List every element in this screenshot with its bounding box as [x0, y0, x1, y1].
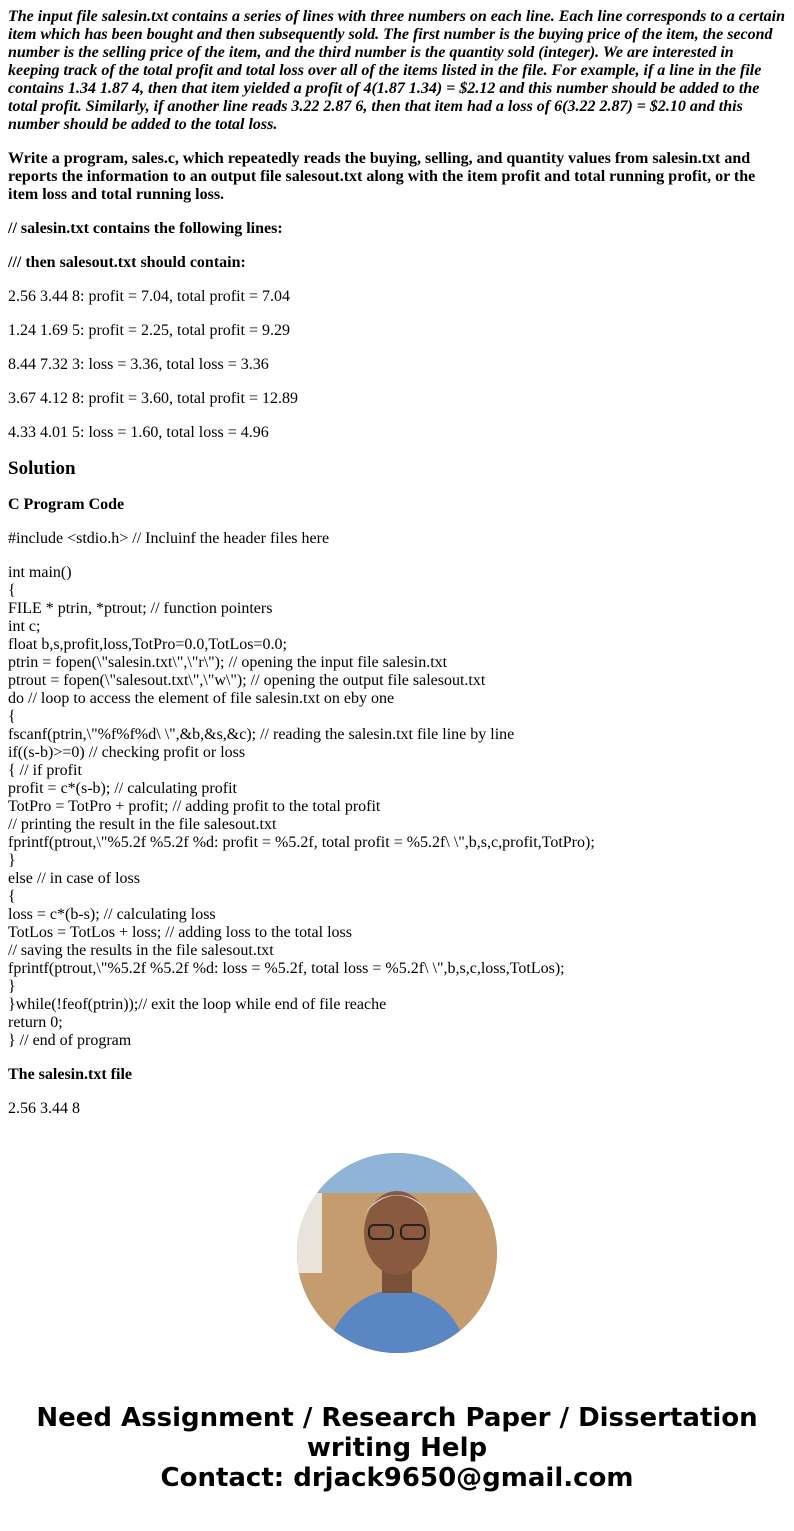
code-line: // printing the result in the file salesout.txt: [8, 816, 277, 833]
code-line: int main(): [8, 564, 72, 581]
code-line: { // if profit: [8, 762, 82, 779]
code-line: float b,s,profit,loss,TotPro=0.0,TotLos=0.0;: [8, 636, 287, 653]
footer-contact: Contact: drjack9650@gmail.com: [160, 1463, 634, 1493]
code-line: fprintf(ptrout,\"%5.2f %5.2f %d: profit = %5.2f, total profit = %5.2f\ \",b,s,c,profit,TotPro);: [8, 834, 595, 851]
code-line: return 0;: [8, 1014, 63, 1031]
code-line: {: [8, 708, 16, 725]
output-line: 8.44 7.32 3: loss = 3.36, total loss = 3.36: [8, 356, 269, 373]
code-line: } // end of program: [8, 1032, 132, 1049]
code-line: {: [8, 582, 16, 599]
code-line: }: [8, 978, 16, 995]
code-line: TotLos = TotLos + loss; // adding loss to the total loss: [8, 924, 352, 941]
footer-line: writing Help: [306, 1433, 488, 1463]
problem-task: Write a program, sales.c, which repeatedly reads the buying, selling, and quantity values from salesin.txt and reports the information to an output file salesout.txt along with the item profit and total running profit, or the item loss and total running loss.: [8, 150, 756, 203]
code-heading: C Program Code: [8, 496, 125, 513]
output-line: 2.56 3.44 8: profit = 7.04, total profit = 7.04: [8, 288, 291, 305]
code-line: loss = c*(b-s); // calculating loss: [8, 906, 216, 923]
code-line: TotPro = TotPro + profit; // adding profit to the total profit: [8, 798, 381, 815]
footer-line: Need Assignment / Research Paper / Dissertation: [36, 1403, 758, 1433]
document: [0, 8, 794, 1118]
comment-output: /// then salesout.txt should contain:: [8, 254, 246, 271]
problem-intro: The input file salesin.txt contains a series of lines with three numbers on each line. Each line corresponds to a certain item which has been bought and then subsequently sold. The first number is the buying price of the item, the second number is the selling price of the item, and the third number is the quantity sold (integer). We are interested in keeping track of the total profit and total loss over all of the items listed in the file. For example, if a line in the file contains 1.34 1.87 4, then that item yielded a profit of 4(1.87 1.34) = $2.12 and this number should be added to the total profit. Similarly, if another line reads 3.22 2.87 6, then that item had a loss of 6(3.22 2.87) = $2.10 and this number should be added to the total loss.: [8, 8, 785, 133]
footer-banner: [0, 1403, 794, 1493]
code-line: do // loop to access the element of file salesin.txt on eby one: [8, 690, 395, 707]
include-line: #include <stdio.h> // Incluinf the header files here: [8, 530, 330, 547]
code-line: else // in case of loss: [8, 870, 140, 887]
code-line: ptrin = fopen(\"salesin.txt\",\"r\"); // opening the input file salesin.txt: [8, 654, 448, 671]
code-line: }: [8, 852, 16, 869]
file-heading: The salesin.txt file: [8, 1066, 132, 1083]
code-line: FILE * ptrin, *ptrout; // function pointers: [8, 600, 273, 617]
output-line: 1.24 1.69 5: profit = 2.25, total profit = 9.29: [8, 322, 291, 339]
code-block: [8, 564, 786, 1050]
code-line: {: [8, 888, 16, 905]
solution-heading: Solution: [8, 458, 76, 479]
code-line: }while(!feof(ptrin));// exit the loop while end of file reache: [8, 996, 387, 1013]
file-line: 2.56 3.44 8: [8, 1100, 80, 1117]
code-line: int c;: [8, 618, 41, 635]
code-line: profit = c*(s-b); // calculating profit: [8, 780, 237, 797]
code-line: ptrout = fopen(\"salesout.txt\",\"w\"); // opening the output file salesout.txt: [8, 672, 486, 689]
code-line: fprintf(ptrout,\"%5.2f %5.2f %d: loss = %5.2f, total loss = %5.2f\ \",b,s,c,loss,TotLos);: [8, 960, 565, 977]
output-line: 3.67 4.12 8: profit = 3.60, total profit = 12.89: [8, 390, 299, 407]
author-photo: [297, 1153, 497, 1353]
code-line: if((s-b)>=0) // checking profit or loss: [8, 744, 246, 761]
code-line: // saving the results in the file salesout.txt: [8, 942, 274, 959]
output-line: 4.33 4.01 5: loss = 1.60, total loss = 4.96: [8, 424, 269, 441]
code-line: fscanf(ptrin,\"%f%f%d\ \",&b,&s,&c); // reading the salesin.txt file line by line: [8, 726, 515, 743]
comment-input: // salesin.txt contains the following lines:: [8, 220, 283, 237]
